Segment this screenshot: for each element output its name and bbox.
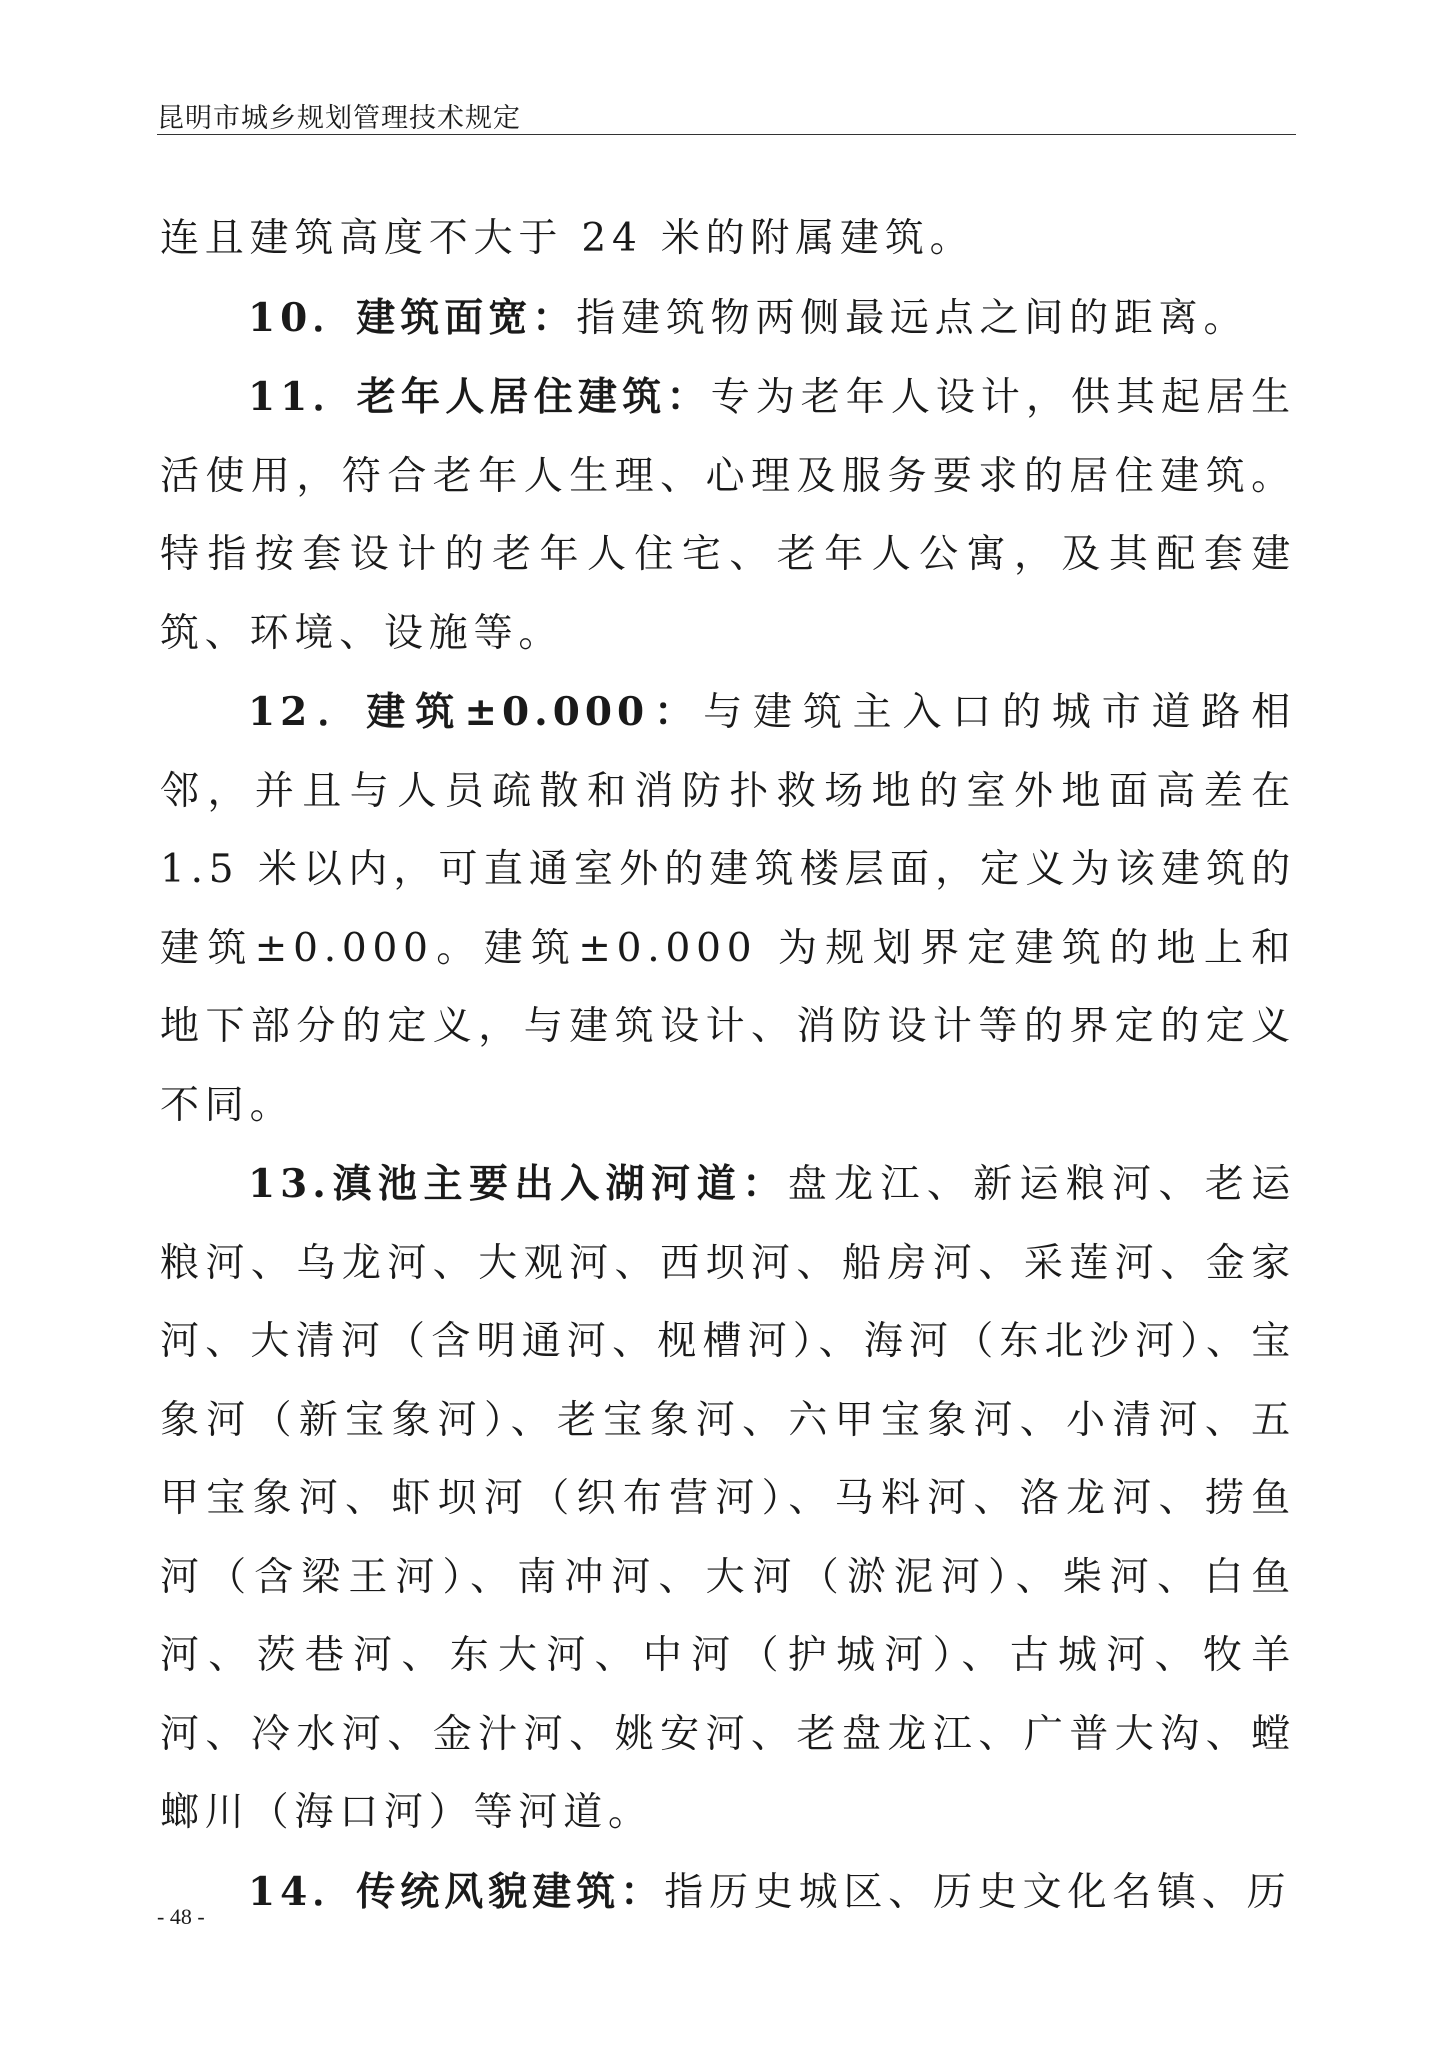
paragraph-text: 连且建筑高度不大于 24 米的附属建筑。 bbox=[160, 216, 975, 261]
paragraph-text: 与建筑主入口的城市道路相邻，并且与人员疏散和消防扑救场地的室外地面高差在 1.5 米以内，可直通室外的建筑楼层面，定义为该建筑的建筑±0.000。建筑±0.000 为规划界定建筑的地上和地下部分的定义，与建筑设计、消防设计等的界定的定义不同。 bbox=[160, 690, 1296, 1128]
term-label: 10．建筑面宽： bbox=[248, 294, 577, 341]
header-rule bbox=[157, 134, 1296, 135]
term-label: 11．老年人居住建筑： bbox=[248, 374, 711, 420]
term-label: 12．建筑±0.000： bbox=[248, 689, 704, 735]
paragraph-item-10 bbox=[160, 279, 1296, 359]
paragraph-text: 指历史城区、历史文化名镇、历 bbox=[664, 1869, 1292, 1915]
running-header: 昆明市城乡规划管理技术规定 bbox=[157, 103, 521, 134]
term-label: 14．传统风貌建筑： bbox=[248, 1868, 665, 1915]
paragraph-text: 盘龙江、新运粮河、老运粮河、乌龙河、大观河、西坝河、船房河、采莲河、金家河、大清河（含明通河、枧槽河）、海河（东北沙河）、宝象河（新宝象河）、老宝象河、六甲宝象河、小清河、五甲宝象河、虾坝河（织布营河）、马料河、洛龙河、捞鱼河（含梁王河）、南冲河、大河（淤泥河）、柴河、白鱼河、茨巷河、东大河、中河（护城河）、古城河、牧羊河、冷水河、金汁河、姚安河、老盘龙江、广普大沟、螳螂川（海口河）等河道。 bbox=[160, 1162, 1296, 1835]
paragraph-item-13 bbox=[160, 1145, 1296, 1853]
paragraph-continuation bbox=[160, 200, 1296, 279]
paragraph-text: 指建筑物两侧最远点之间的距离。 bbox=[576, 295, 1249, 341]
paragraph-text: 专为老年人设计，供其起居生活使用，符合老年人生理、心理及服务要求的居住建筑。特指按套设计的老年人住宅、老年人公寓，及其配套建筑、环境、设施等。 bbox=[160, 375, 1296, 656]
term-label: 13.滇池主要出入湖河道： bbox=[248, 1161, 788, 1207]
paragraph-item-14 bbox=[160, 1853, 1296, 1933]
document-body bbox=[160, 200, 1296, 1932]
paragraph-item-11 bbox=[160, 358, 1296, 673]
page-number: - 48 - bbox=[157, 1904, 205, 1929]
paragraph-item-12 bbox=[160, 673, 1296, 1145]
